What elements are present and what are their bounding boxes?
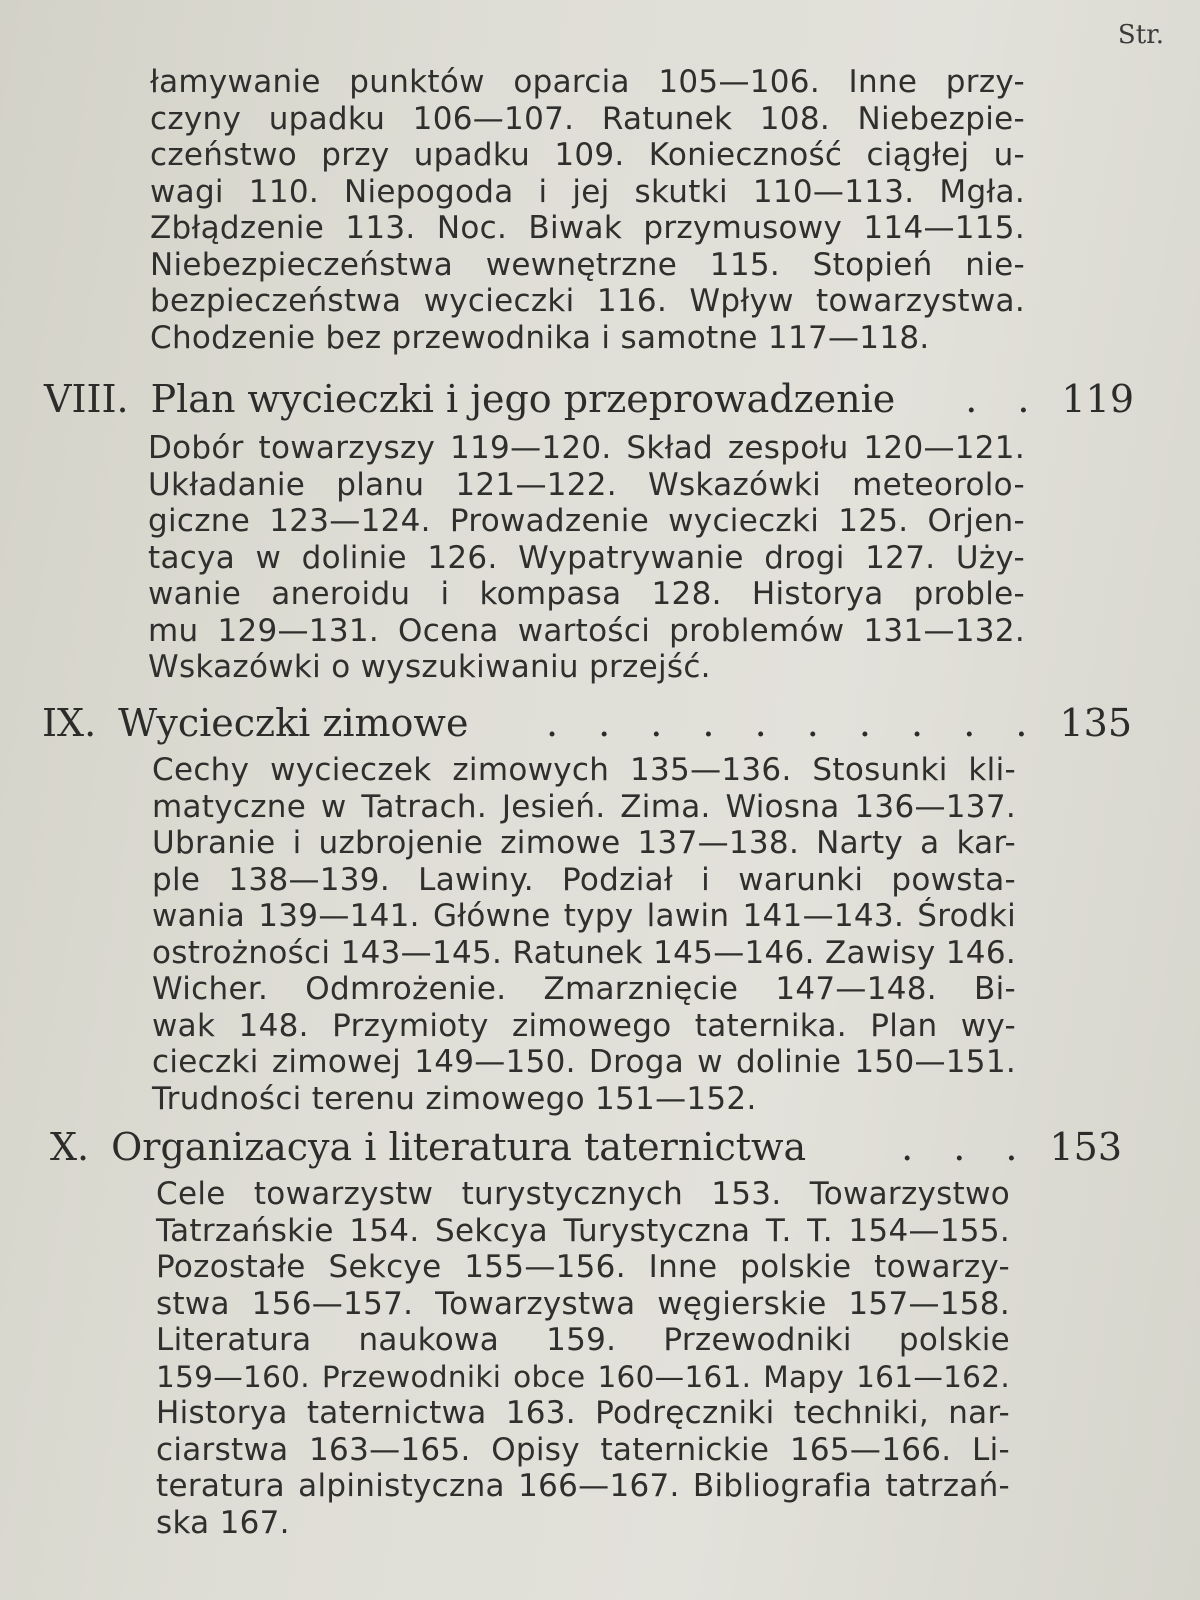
text-line: wanie aneroidu i kompasa 128. Historya proble-: [148, 576, 1025, 612]
continuation-paragraph: [150, 64, 1025, 356]
text-line: giczne 123—124. Prowadzenie wycieczki 125. Orjen-: [148, 503, 1025, 539]
section-numeral: X.: [50, 1125, 90, 1169]
text-line: wania 139—141. Główne typy lawin 141—143. Środki: [152, 898, 1016, 934]
text-line: cieczki zimowej 149—150. Droga w dolinie 150—151.: [152, 1044, 1016, 1080]
text-line: Wskazówki o wyszukiwaniu przejść.: [148, 649, 711, 685]
text-line: ple 138—139. Lawiny. Podział i warunki powsta-: [152, 861, 1016, 898]
text-line: Cechy wycieczek zimowych 135—136. Stosunki kli-: [152, 752, 1016, 788]
text-line: Wicher. Odmrożenie. Zmarznięcie 147—148. Bi-: [152, 971, 1016, 1007]
section-heading-ix: [42, 700, 1132, 746]
text-line: Niebezpieczeństwa wewnętrzne 115. Stopień nie-: [150, 246, 1025, 283]
section-page-number: 153: [1049, 1125, 1122, 1169]
section-page-number: 135: [1059, 701, 1132, 745]
section-summary-x: [156, 1176, 1010, 1541]
section-title: Organizacya i literatura taternictwa: [111, 1125, 807, 1169]
text-line: Trudności terenu zimowego 151—152.: [152, 1080, 757, 1117]
dot-leader: . . .: [901, 1125, 1032, 1169]
text-line: stwa 156—157. Towarzystwa węgierskie 157—158.: [156, 1285, 1010, 1322]
text-line: Pozostałe Sekcye 155—156. Inne polskie towarzy-: [156, 1249, 1010, 1285]
dot-leader: . . . . . . . . . .: [545, 701, 1042, 745]
text-line: Historya taternictwa 163. Podręczniki techniki, nar-: [156, 1395, 1010, 1431]
text-line: czyny upadku 106—107. Ratunek 108. Niebezpie-: [150, 100, 1025, 137]
text-line: czeństwo przy upadku 109. Konieczność ciągłej u-: [150, 137, 1025, 173]
section-numeral: IX.: [42, 701, 97, 745]
text-line: Zbłądzenie 113. Noc. Biwak przymusowy 114—115.: [150, 210, 1025, 246]
text-line: łamywanie punktów oparcia 105—106. Inne przy-: [150, 64, 1025, 100]
section-numeral: VIII.: [44, 377, 129, 421]
text-line: Tatrzańskie 154. Sekcya Turystyczna T. T. 154—155.: [156, 1212, 1010, 1249]
section-heading-x: [50, 1124, 1122, 1170]
section-page-number: 119: [1061, 377, 1134, 421]
text-line: Chodzenie bez przewodnika i samotne 117—118.: [150, 319, 930, 356]
section-title: Plan wycieczki i jego przeprowadzenie: [150, 377, 896, 421]
text-line: Ubranie i uzbrojenie zimowe 137—138. Narty a kar-: [152, 825, 1016, 861]
text-line: teratura alpinistyczna 166—167. Bibliografia tatrzań-: [156, 1468, 1010, 1504]
text-line: Cele towarzystw turystycznych 153. Towarzystwo: [156, 1176, 1010, 1212]
text-line: Dobór towarzyszy 119—120. Skład zespołu 120—121.: [148, 430, 1025, 466]
text-line: ska 167.: [156, 1504, 290, 1541]
page-column-header: Str.: [1117, 20, 1164, 50]
text-line: tacya w dolinie 126. Wypatrywanie drogi 127. Uży-: [148, 539, 1025, 576]
text-line: ciarstwa 163—165. Opisy taternickie 165—166. Li-: [156, 1431, 1010, 1468]
text-line: Literatura naukowa 159. Przewodniki polskie: [156, 1322, 1010, 1358]
section-summary-ix: [152, 752, 1016, 1117]
text-line: wagi 110. Niepogoda i jej skutki 110—113. Mgła.: [150, 173, 1025, 210]
text-line: wak 148. Przymioty zimowego taternika. Plan wy-: [152, 1007, 1016, 1044]
text-line: 159—160. Przewodniki obce 160—161. Mapy 161—162.: [156, 1359, 1010, 1394]
section-title: Wycieczki zimowe: [118, 701, 469, 745]
section-heading-viii: [44, 376, 1134, 422]
text-line: matyczne w Tatrach. Jesień. Zima. Wiosna 136—137.: [152, 788, 1016, 825]
text-line: Układanie planu 121—122. Wskazówki meteorolo-: [148, 466, 1025, 503]
text-line: ostrożności 143—145. Ratunek 145—146. Zawisy 146.: [152, 934, 1016, 971]
text-line: bezpieczeństwa wycieczki 116. Wpływ towarzystwa.: [150, 283, 1025, 319]
dot-leader: . .: [965, 377, 1044, 421]
section-summary-viii: [148, 430, 1025, 686]
text-line: mu 129—131. Ocena wartości problemów 131—132.: [148, 612, 1025, 649]
